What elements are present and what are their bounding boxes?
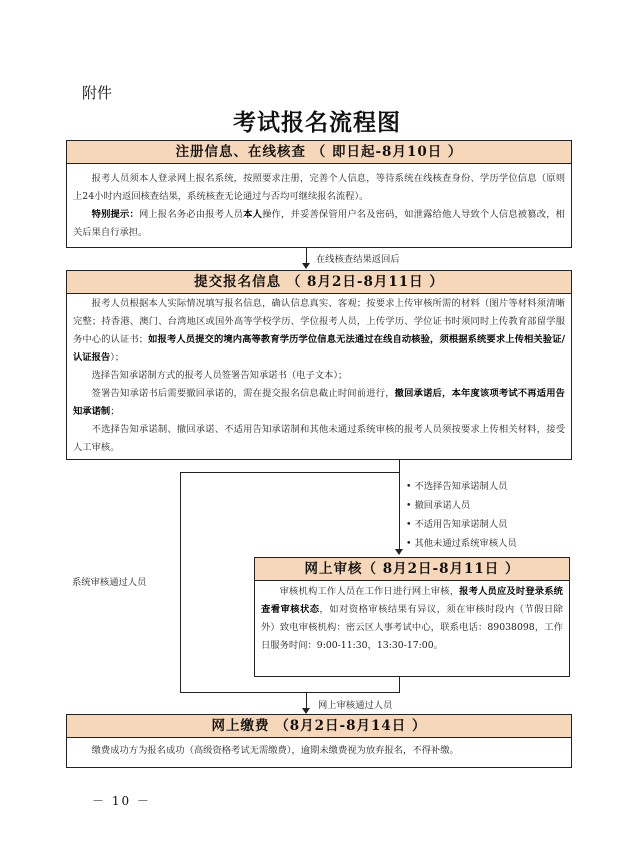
arrow3-line [306,692,307,708]
branch-item-4: • 其他未通过系统审核人员 [406,538,517,549]
step-submit-p3b: ； [110,406,120,417]
step-submit-p2: 选择告知承诺制方式的报考人员签署告知承诺书（电子文本）； [91,370,348,381]
step-payment-header: 网上缴费 （8月2日-8月14日 ） [67,715,571,738]
step-review-p1a: 审核机构工作人员在工作日进行网上审核， [279,586,460,597]
split-line-horizontal [180,472,400,473]
step-payment-box [66,714,572,768]
arrow3-label: 网上审核通过人员 [318,700,393,711]
step-register-p2b: 操作，并妥善保管用户名及密码，如泄露给他人导致个人信息被篡改，相关后果自行承担。 [73,209,565,238]
arrow3-line-top [399,676,400,693]
self-operation-emphasis: 本人 [243,209,263,220]
step-register-header: 注册信息、在线核查 （ 即日起-8月10日 ） [67,141,571,164]
branch-item-1: • 不选择告知承诺制人员 [406,481,508,492]
step-submit-box [66,270,572,460]
step-review-box [254,557,570,677]
step-submit-p1b: ）； [110,352,125,363]
step-submit-p4: 不选择告知承诺制、撤回承诺、不适用告知承诺制和其他未通过系统审核的报考人员须按要求上传相关材料，接受人工审核。 [73,424,565,453]
step-payment-text [73,742,565,760]
step-submit-p1-bold: 如报考人员提交的境内高等教育学历学位信息无法通过在线自动核验，须根据系统要求上传相关验证/认证报告 [73,334,565,363]
system-pass-label: 系统审核通过人员 [72,577,147,588]
branch-right-arrow [395,549,403,555]
step-submit-p1a: 报考人员根据本人实际情况填写报名信息，确认信息真实、客观；按要求上传审核所需的材料（图片等材料须清晰完整；持香港、澳门、台湾地区或国外高等学校学历、学位报考人员，上传学历、学位证书时须同时上传教育部留学服务中心的认证书； [73,298,565,345]
branch-item-3: • 不适用告知承诺制人员 [406,519,508,530]
special-note-label: 特别提示： [91,209,139,220]
step-review-text [261,583,563,655]
page-number: － 10 － [92,794,151,808]
branch-item-2: • 撤回承诺人员 [406,500,471,511]
step-submit-p3a: 签署告知承诺书后需要撤回承诺的，需在提交报名信息截止时间前进行， [91,388,395,399]
branch-left-line [180,472,181,693]
step-register-text [73,170,565,242]
step-register-p2a: 网上报名务必由报考人员 [138,209,244,220]
attachment-label: 附件 [82,84,113,102]
branch-left-bottom [180,692,400,693]
step-submit-p3-bold: 撤回承诺后，本年度该项考试不再适用告知承诺制 [73,388,565,417]
branch-right-line [399,472,400,549]
arrow1-label: 在线核查结果返回后 [316,254,400,265]
arrow1-line [306,247,307,263]
step-register-p1: 报考人员须本人登录网上报名系统，按照要求注册，完善个人信息，等待系统在线核查身份、学历学位信息（原则上24小时内返回核查结果，系统核查无论通过与否均可继续报名流程）。 [73,173,565,202]
step-register-box [66,140,572,248]
step-review-header: 网上审核（ 8月2日-8月11日 ） [255,558,569,581]
step-review-p1b: ，如对资格审核结果有异议，须在审核时段内（节假日除外）致电审核机构：密云区人事考试中心，联系电话：89038098，工作日服务时间：9:00-11:30，13:30-17:00。 [261,604,563,651]
step-payment-p1: 缴费成功方为报名成功（高级资格考试无需缴费），逾期未缴费视为放弃报名，不得补缴。 [91,745,459,756]
step-submit-header: 提交报名信息 （ 8月2日-8月11日 ） [67,271,571,294]
step-review-p1-bold: 报考人员应及时登录系统查看审核状态 [261,586,563,615]
split-line-vertical [399,459,400,472]
step-submit-text [73,295,565,457]
page-title: 考试报名流程图 [233,109,401,136]
arrow1-head [302,263,310,269]
